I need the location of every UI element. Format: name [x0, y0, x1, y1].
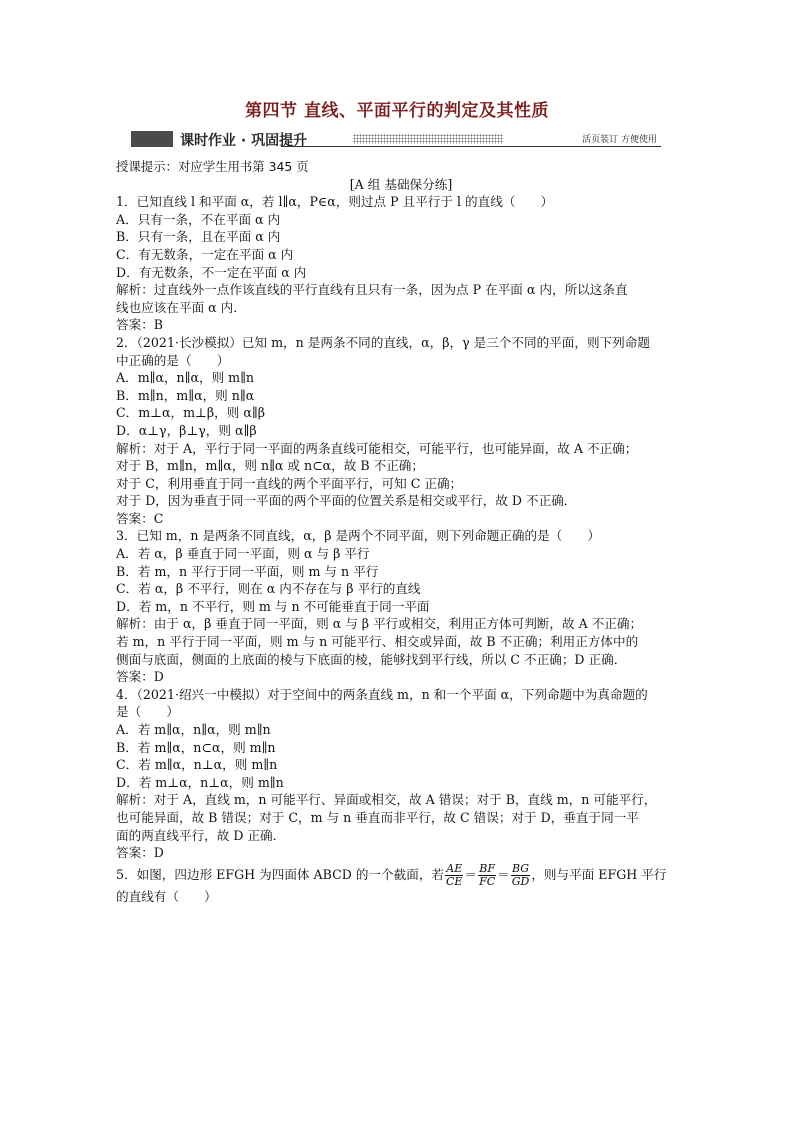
teaching-hint: 授课提示：对应学生用书第 345 页: [116, 159, 309, 174]
answer-line: 答案：C: [116, 510, 164, 526]
text-line: 解析：对于 A，直线 m，n 可能平行、异面或相交，故 A 错误；对于 B，直线 m，n 可能平行，: [116, 792, 657, 808]
q5-text: 5．如图，四边形 EFGH 为四面体 ABCD 的一个截面，若: [116, 866, 445, 882]
text-line: 的直线有（ ）: [116, 888, 217, 904]
text-line: 中正确的是（ ）: [116, 352, 230, 368]
text-line: 面的两直线平行，故 D 正确．: [116, 827, 286, 843]
fraction-ae-ce: $\frac{AE}{CE}$: [446, 861, 463, 888]
text-line: 对于 C，利用垂直于同一直线的两个平面平行，可知 C 正确；: [116, 475, 463, 491]
section-title: 第四节 直线、平面平行的判定及其性质: [245, 101, 549, 121]
text-line: 3．已知 m，n 是两条不同直线，α，β 是两个不同平面，则下列命题正确的是（ ）: [116, 528, 601, 544]
homework-banner: [131, 131, 661, 149]
text-line: 对于 D，因为垂直于同一平面的两个平面的位置关系是相交或平行，故 D 不正确．: [116, 493, 577, 509]
banner-note: 活页装订 方便使用: [582, 135, 657, 145]
text-line: 侧面与底面，侧面的上底面的棱与下底面的棱，能够找到平行线，所以 C 不正确；D 正确．: [116, 651, 627, 667]
banner-dot-pattern: [353, 134, 503, 144]
text-line: B．若 m∥α，n⊂α，则 m∥n: [116, 739, 276, 755]
text-line: 对于 B，m∥n，m∥α，则 n∥α 或 n⊂α，故 B 不正确；: [116, 458, 424, 474]
question-5: 5．如图，四边形 EFGH 为四面体 ABCD 的一个截面，若 $\frac{AE}{CE}$ ＝ $\frac{BF}{FC}$ ＝ $\frac{BG}{GD}$ ，则与平面 EFGH 平行: [116, 861, 667, 888]
text-line: 2．（2021·长沙模拟）已知 m，n 是两条不同的直线，α，β，γ 是三个不同的平面，则下列命题: [116, 334, 650, 350]
text-line: A．m∥α，n∥α，则 m∥n: [116, 370, 255, 386]
text-line: 若 m，n 平行于同一平面，则 m 与 n 可能平行、相交或异面，故 B 不正确；利用正方体中的: [116, 634, 639, 650]
banner-block: [131, 131, 173, 147]
text-line: D．若 m⊥α，n⊥α，则 m∥n: [116, 774, 284, 790]
text-line: 解析：由于 α，β 垂直于同一平面，则 α 与 β 平行或相交，利用正方体可判断，故 A 不正确；: [116, 616, 643, 632]
text-line: C．m⊥α，m⊥β，则 α∥β: [116, 405, 265, 421]
banner-label: 课时作业 · 巩固提升: [180, 133, 308, 149]
text-line: 1．已知直线 l 和平面 α，若 l∥α，P∈α，则过点 P 且平行于 l 的直线（ ）: [116, 194, 554, 210]
text-line: B．若 m，n 平行于同一平面，则 m 与 n 平行: [116, 563, 379, 579]
answer-line: 答案：B: [116, 317, 164, 333]
banner-rule: [281, 146, 661, 147]
fraction-bf-fc: $\frac{BF}{FC}$: [479, 861, 496, 888]
text-line: D．有无数条，不一定在平面 α 内: [116, 264, 307, 280]
answer-line: 答案：D: [116, 669, 164, 685]
section-label: [A 组 基础保分练]: [349, 176, 453, 192]
answer-line: 答案：D: [116, 845, 164, 861]
text-line: B．m∥n，m∥α，则 n∥α: [116, 387, 255, 403]
text-line: 线也应该在平面 α 内．: [116, 299, 246, 315]
text-line: A．若 α，β 垂直于同一平面，则 α 与 β 平行: [116, 546, 370, 562]
text-line: A．若 m∥α，n∥α，则 m∥n: [116, 722, 271, 737]
text-line: C．有无数条，一定在平面 α 内: [116, 246, 294, 262]
text-line: B．只有一条，且在平面 α 内: [116, 229, 281, 245]
document-body: [116, 158, 686, 905]
text-line: A．只有一条，不在平面 α 内: [116, 211, 281, 227]
text-line: C．若 α，β 不平行，则在 α 内不存在与 β 平行的直线: [116, 581, 421, 597]
text-line: 也可能异面，故 B 错误；对于 C，m 与 n 垂直而非平行，故 C 错误；对于 D，垂直于同一平: [116, 809, 639, 825]
text-line: D．α⊥γ，β⊥γ，则 α∥β: [116, 422, 257, 438]
fraction-bg-gd: $\frac{BG}{GD}$: [511, 861, 530, 888]
text-line: 4．（2021·绍兴一中模拟）对于空间中的两条直线 m，n 和一个平面 α，下列命题中为真命题的: [116, 686, 648, 702]
text-line: 是（ ）: [116, 704, 179, 720]
text-line: C．若 m∥α，n⊥α，则 m∥n: [116, 757, 278, 773]
q5-text-tail: ，则与平面 EFGH 平行: [531, 866, 667, 882]
text-line: 解析：对于 A，平行于同一平面的两条直线可能相交，可能平行，也可能异面，故 A 不正确；: [116, 440, 638, 456]
text-line: D．若 m，n 不平行，则 m 与 n 不可能垂直于同一平面: [116, 598, 430, 614]
text-line: 解析：过直线外一点作该直线的平行直线有且只有一条，因为点 P 在平面 α 内，所以这条直: [116, 282, 628, 298]
